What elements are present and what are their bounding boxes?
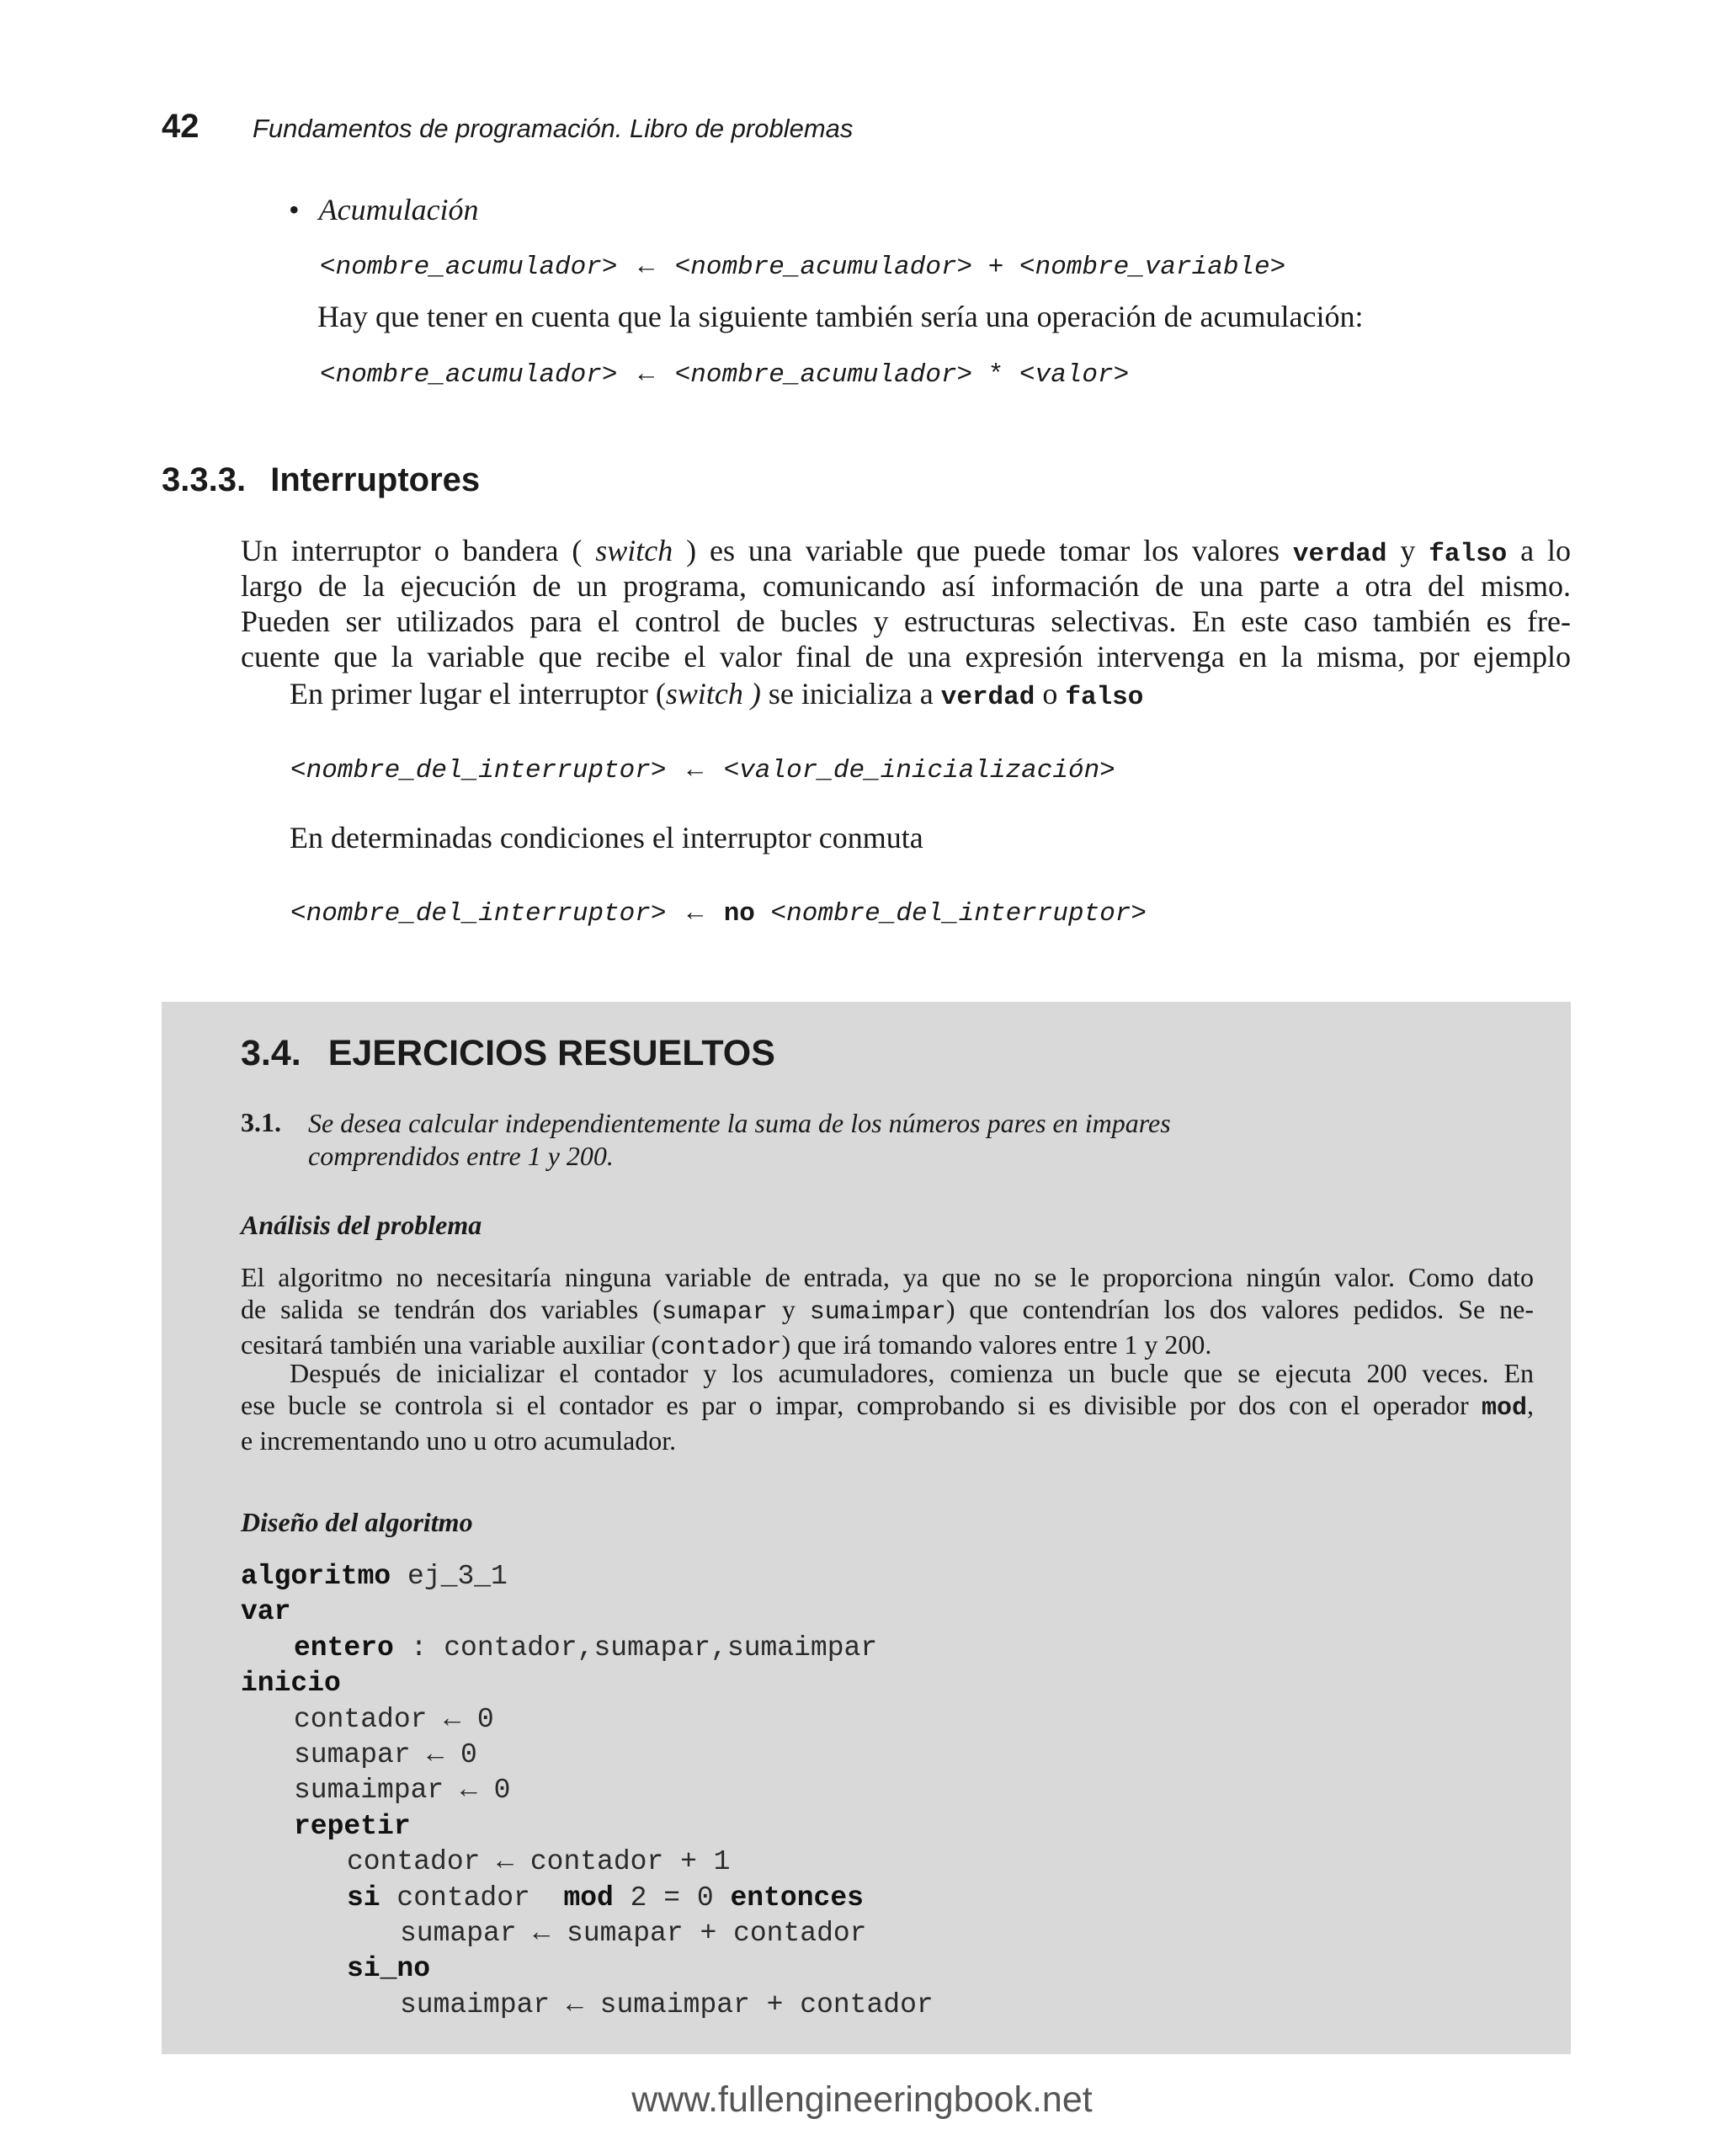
code-line: sumapar ← 0 <box>294 1738 477 1770</box>
keyword-no: no <box>723 899 755 929</box>
paragraph-init-switch <box>290 676 1143 716</box>
bullet-glyph: • <box>289 193 300 226</box>
analysis-paragraph-1 <box>241 1261 1534 1364</box>
code-rhs: <nombre_acumulador> <box>674 253 973 282</box>
text: ) es una variable que puede tomar los valores <box>686 534 1280 567</box>
code-line: contador ← contador + 1 <box>347 1846 731 1878</box>
code-keyword: var <box>241 1596 291 1628</box>
text: y <box>767 1294 810 1324</box>
code-line: sumaimpar ← 0 <box>294 1775 511 1807</box>
code-operator: + <box>987 253 1004 282</box>
keyword-falso: falso <box>1065 683 1144 712</box>
code-text: : contador,sumapar,sumaimpar <box>393 1632 878 1664</box>
keyword-falso: falso <box>1429 540 1508 569</box>
footer-url: www.fullengineeringbook.net <box>631 2079 1093 2120</box>
code-rhs: <valor_de_inicialización> <box>723 756 1115 785</box>
code-line <box>241 1666 934 1701</box>
bullet-item-acumulacion <box>289 192 479 227</box>
algorithm-code <box>241 1559 934 2023</box>
code-text: 2 = 0 <box>613 1882 731 1914</box>
code-line <box>241 1951 934 1987</box>
paragraph-interruptor-line4: cuente que la variable que recibe el valor final de una expresión intervenga en la misma, por ejemplo <box>241 640 1571 673</box>
code-text: ej_3_1 <box>391 1561 508 1592</box>
arrow-symbol: ← <box>682 753 709 783</box>
arrow-symbol: ← <box>633 250 660 279</box>
code-accumulation-product <box>320 355 1129 393</box>
text-italic: switch ) <box>665 677 761 711</box>
code-line <box>241 1559 934 1594</box>
code-keyword: si_no <box>347 1953 431 1985</box>
exercise-number: 3.1. <box>241 1107 281 1137</box>
code-lhs: <nombre_acumulador> <box>320 253 618 282</box>
code-rhs: <nombre_acumulador> <box>674 360 973 390</box>
var-sumaimpar: sumaimpar <box>809 1298 946 1327</box>
arrow-symbol: ← <box>633 358 660 387</box>
var-contador: contador <box>660 1334 782 1362</box>
text: cesitará también una variable auxiliar ( <box>241 1329 661 1360</box>
keyword-mod: mod <box>1481 1394 1527 1423</box>
keyword-verdad: verdad <box>1292 540 1387 569</box>
accumulation-note: Hay que tener en cuenta que la siguiente también sería una operación de acumulación: <box>317 300 1364 333</box>
heading-number: 3.4. <box>241 1033 301 1073</box>
code-switch-toggle <box>290 894 1147 932</box>
code-line <box>241 1631 934 1666</box>
code-switch-init <box>290 751 1115 789</box>
code-keyword: inicio <box>241 1668 341 1700</box>
text: Un interruptor o bandera ( <box>241 534 583 567</box>
code-line <box>241 1809 934 1845</box>
var-sumapar: sumapar <box>661 1298 768 1327</box>
heading-title: EJERCICIOS RESUELTOS <box>327 1033 775 1073</box>
code-keyword: algoritmo <box>241 1561 391 1592</box>
heading-number: 3.3.3. <box>162 461 247 498</box>
code-line: sumaimpar ← sumaimpar + contador <box>400 1988 934 2020</box>
code-line <box>241 1881 934 1916</box>
text: o <box>1035 677 1066 711</box>
bullet-title: Acumulación <box>318 193 479 226</box>
code-accumulation-sum <box>320 248 1285 285</box>
code-line <box>241 1594 934 1630</box>
paragraph-interruptor-line3: Pueden ser utilizados para el control de bucles y estructuras selectivas. En este caso también es fre- <box>241 604 1571 638</box>
code-line: contador ← 0 <box>294 1703 494 1735</box>
code-line: sumapar ← sumapar + contador <box>400 1917 867 1949</box>
text: En primer lugar el interruptor ( <box>290 677 666 711</box>
code-keyword: entero <box>294 1632 394 1664</box>
code-keyword: mod <box>563 1882 614 1914</box>
exercise-statement <box>308 1107 1171 1173</box>
keyword-verdad: verdad <box>940 683 1035 712</box>
section-heading-interruptores <box>162 461 480 499</box>
text: ese bucle se controla si el contador es par o impar, comprobando si es divisible por dos con el operador <box>241 1390 1482 1420</box>
analysis-title: Análisis del problema <box>241 1210 482 1240</box>
paragraph-interruptor-line1 <box>241 533 1571 572</box>
paragraph-interruptor-line2: largo de la ejecución de un programa, comunicando así información de una parte a otra del mismo. <box>241 569 1571 603</box>
analysis-paragraph-2 <box>241 1357 1534 1456</box>
statement-line: Se desea calcular independientemente la suma de los números pares en impares <box>308 1108 1171 1138</box>
code-lhs: <nombre_del_interruptor> <box>290 756 667 785</box>
code-text: contador <box>380 1882 564 1914</box>
text: se inicializa a <box>760 677 941 711</box>
running-title: Fundamentos de programación. Libro de problemas <box>253 114 854 143</box>
page-number: 42 <box>162 108 200 145</box>
text: ) que irá tomando valores entre 1 y 200. <box>781 1329 1212 1360</box>
code-rhs: <nombre_del_interruptor> <box>770 899 1147 929</box>
design-title: Diseño del algoritmo <box>241 1507 473 1537</box>
paragraph-line: Después de inicializar el contador y los acumuladores, comienza un bucle que se ejecuta 200 veces. En <box>290 1358 1534 1388</box>
paragraph-line: El algoritmo no necesitaría ninguna variable de entrada, ya que no se le proporciona ningún valor. Como dato <box>241 1262 1534 1292</box>
text: , <box>1527 1390 1534 1420</box>
paragraph-switch-toggle: En determinadas condiciones el interruptor conmuta <box>290 821 923 854</box>
code-keyword: si <box>347 1882 380 1914</box>
text: de salida se tendrán dos variables ( <box>241 1294 662 1324</box>
text: ) que contendrían los dos valores pedidos. Se ne- <box>945 1294 1535 1324</box>
paragraph-line <box>241 1389 1534 1424</box>
text: a lo <box>1520 534 1572 567</box>
text-italic: switch <box>582 534 687 567</box>
section-heading-ejercicios <box>241 1033 775 1074</box>
code-lhs: <nombre_acumulador> <box>320 360 618 390</box>
statement-line: comprendidos entre 1 y 200. <box>308 1141 614 1171</box>
code-keyword: repetir <box>294 1810 411 1842</box>
heading-title: Interruptores <box>270 461 481 498</box>
code-rhs: <valor> <box>1019 360 1130 390</box>
paragraph-line <box>241 1293 1534 1328</box>
arrow-symbol: ← <box>682 897 709 926</box>
code-lhs: <nombre_del_interruptor> <box>290 899 667 929</box>
code-operator: * <box>987 360 1004 390</box>
text: y <box>1400 534 1416 567</box>
code-keyword: entonces <box>730 1882 864 1914</box>
code-rhs: <nombre_variable> <box>1019 253 1286 282</box>
paragraph-line: e incrementando uno u otro acumulador. <box>241 1425 677 1456</box>
